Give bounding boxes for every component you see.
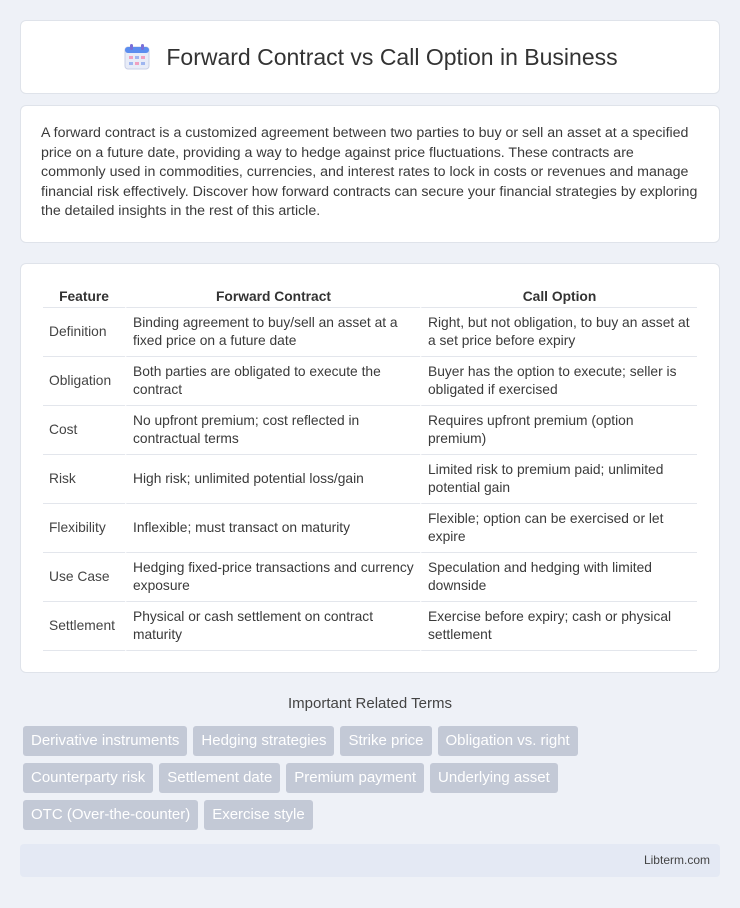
table-row bbox=[43, 406, 697, 455]
intro-text: A forward contract is a customized agreement between two parties to buy or sell an asset at a specified price on a future date, providing a way to hedge against price fluctuations. These contracts are commonly used in commodities, currencies, and interest rates to lock in costs or revenues and manage financial risk effectively. Discover how forward contracts can secure your financial strategies by exploring the detailed insights in the rest of this article. bbox=[41, 125, 698, 220]
row-feature: Settlement bbox=[43, 602, 125, 651]
comparison-table-card bbox=[20, 263, 720, 673]
tag-row bbox=[23, 763, 723, 793]
row-call: Requires upfront premium (option premium) bbox=[420, 406, 697, 455]
row-call: Speculation and hedging with limited downside bbox=[420, 553, 697, 602]
table-row bbox=[43, 553, 697, 602]
table-row bbox=[43, 455, 697, 504]
header-card bbox=[20, 20, 720, 94]
comparison-table bbox=[43, 284, 697, 651]
table-row bbox=[43, 308, 697, 357]
table-header-row bbox=[43, 284, 697, 308]
row-forward: Binding agreement to buy/sell an asset at a fixed price on a future date bbox=[125, 308, 420, 357]
tag-strike-price[interactable]: Strike price bbox=[340, 726, 431, 756]
table-row bbox=[43, 602, 697, 651]
page-title: Forward Contract vs Call Option in Business bbox=[166, 43, 618, 70]
row-call: Limited risk to premium paid; unlimited potential gain bbox=[420, 455, 697, 504]
row-feature: Definition bbox=[43, 308, 125, 357]
tag-otc[interactable]: OTC (Over-the-counter) bbox=[23, 800, 198, 830]
tag-exercise-style[interactable]: Exercise style bbox=[204, 800, 313, 830]
tag-underlying-asset[interactable]: Underlying asset bbox=[430, 763, 558, 793]
title-wrap bbox=[122, 42, 617, 72]
header-call-option: Call Option bbox=[420, 284, 697, 308]
tag-row bbox=[23, 800, 723, 830]
tag-settlement-date[interactable]: Settlement date bbox=[159, 763, 280, 793]
row-call: Flexible; option can be exercised or let expire bbox=[420, 504, 697, 553]
row-forward: Hedging fixed-price transactions and currency exposure bbox=[125, 553, 420, 602]
row-forward: Inflexible; must transact on maturity bbox=[125, 504, 420, 553]
row-forward: High risk; unlimited potential loss/gain bbox=[125, 455, 420, 504]
footer bbox=[20, 844, 720, 877]
tag-row bbox=[23, 726, 723, 756]
tag-derivative-instruments[interactable]: Derivative instruments bbox=[23, 726, 187, 756]
row-feature: Flexibility bbox=[43, 504, 125, 553]
tag-counterparty-risk[interactable]: Counterparty risk bbox=[23, 763, 153, 793]
row-feature: Obligation bbox=[43, 357, 125, 406]
row-call: Buyer has the option to execute; seller is obligated if exercised bbox=[420, 357, 697, 406]
row-forward: No upfront premium; cost reflected in contractual terms bbox=[125, 406, 420, 455]
row-call: Exercise before expiry; cash or physical settlement bbox=[420, 602, 697, 651]
table-row bbox=[43, 504, 697, 553]
tag-obligation-vs-right[interactable]: Obligation vs. right bbox=[438, 726, 578, 756]
tag-premium-payment[interactable]: Premium payment bbox=[286, 763, 424, 793]
table-row bbox=[43, 357, 697, 406]
header-forward-contract: Forward Contract bbox=[125, 284, 420, 308]
intro-card bbox=[20, 105, 720, 243]
tag-hedging-strategies[interactable]: Hedging strategies bbox=[193, 726, 334, 756]
related-terms-tags bbox=[23, 726, 723, 837]
related-terms-title: Important Related Terms bbox=[288, 695, 452, 712]
row-forward: Both parties are obligated to execute the contract bbox=[125, 357, 420, 406]
row-forward: Physical or cash settlement on contract maturity bbox=[125, 602, 420, 651]
row-call: Right, but not obligation, to buy an asset at a set price before expiry bbox=[420, 308, 697, 357]
row-feature: Risk bbox=[43, 455, 125, 504]
header-feature: Feature bbox=[43, 284, 125, 308]
row-feature: Cost bbox=[43, 406, 125, 455]
footer-site-link[interactable]: Libterm.com bbox=[643, 853, 710, 867]
row-feature: Use Case bbox=[43, 553, 125, 602]
calendar-icon bbox=[122, 42, 152, 72]
